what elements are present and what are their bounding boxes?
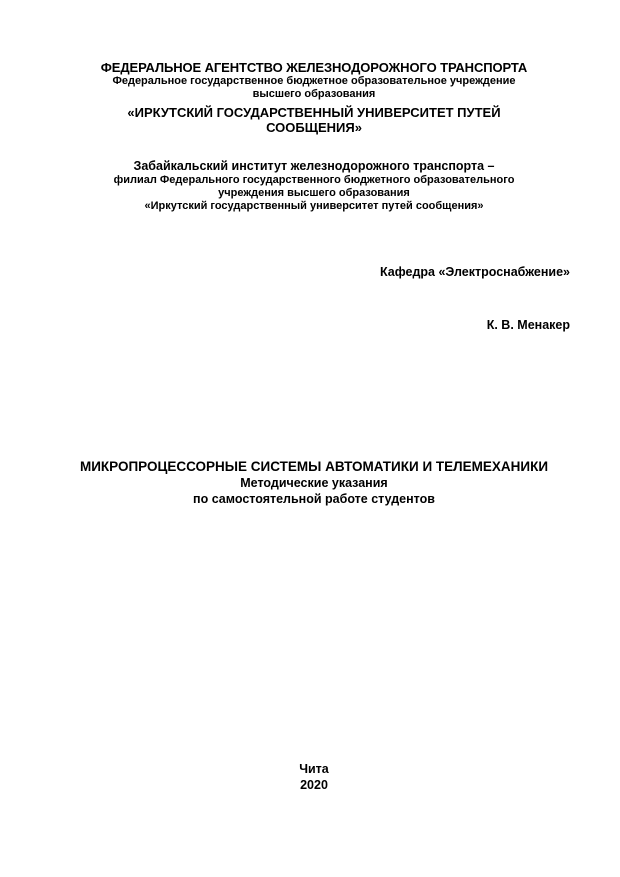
year: 2020 (300, 778, 328, 792)
institute-branch-line2: учреждения высшего образования (218, 187, 410, 199)
header-block (58, 60, 570, 135)
author-name: К. В. Менакер (486, 318, 570, 332)
university-name-line2: СООБЩЕНИЯ» (266, 120, 362, 135)
department-name: Кафедра «Электроснабжение» (380, 265, 570, 279)
institution-type-line1: Федеральное государственное бюджетное образовательное учреждение (112, 75, 516, 87)
document-title: МИКРОПРОЦЕССОРНЫЕ СИСТЕМЫ АВТОМАТИКИ И ТЕЛЕМЕХАНИКИ (79, 459, 549, 474)
city: Чита (299, 762, 329, 776)
institute-block (58, 158, 570, 213)
institute-branch-line1: филиал Федерального государственного бюджетного образовательного (113, 174, 515, 186)
agency-name: ФЕДЕРАЛЬНОЕ АГЕНТСТВО ЖЕЛЕЗНОДОРОЖНОГО ТРАНСПОРТА (100, 60, 528, 75)
document-subtitle: Методические указания (240, 476, 388, 490)
institute-branch-line3: «Иркутский государственный университет путей сообщения» (144, 200, 484, 212)
university-name-line1: «ИРКУТСКИЙ ГОСУДАРСТВЕННЫЙ УНИВЕРСИТЕТ ПУТЕЙ (127, 105, 501, 120)
document-title-block (58, 458, 570, 507)
institution-type-line2: высшего образования (252, 88, 376, 100)
institute-name: Забайкальский институт железнодорожного транспорта – (133, 159, 495, 173)
document-subtitle-2: по самостоятельной работе студентов (193, 492, 435, 506)
footer-block (58, 761, 570, 793)
